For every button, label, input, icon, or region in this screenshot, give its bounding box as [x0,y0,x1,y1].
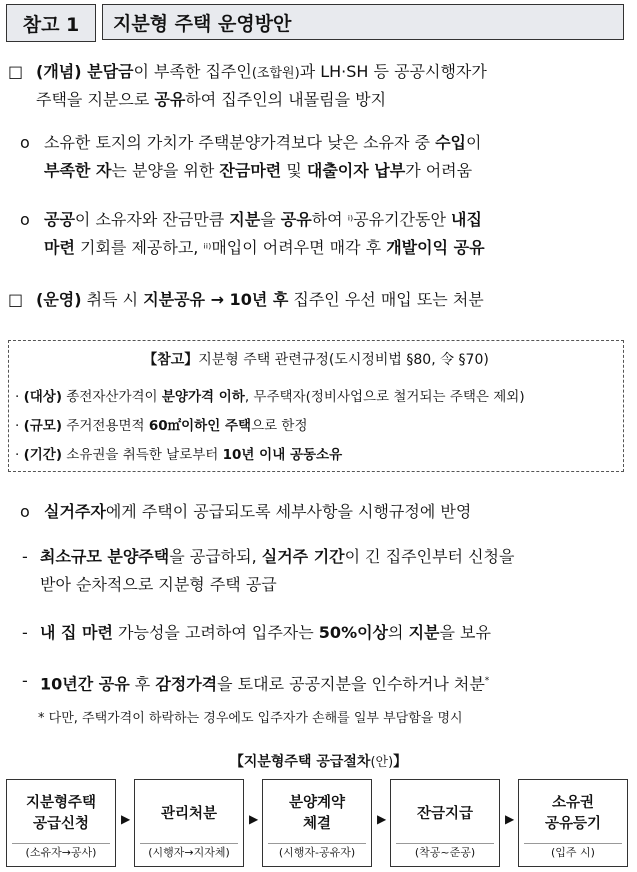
text-run: 이 소유자와 잔금만큼 [74,210,230,229]
text-run: 대출이자 납부 [306,161,406,180]
text-run: (대상) [23,389,63,405]
text-run: 취득 시 [81,290,144,309]
text-run: 의 [388,623,409,642]
text-run: 으로 한정 [251,418,308,434]
dash2-line1 [40,623,491,643]
sec2-line1 [36,290,484,310]
section-header [6,4,624,42]
text-run: 및 [281,161,307,180]
text-run: 분담금 [87,62,134,81]
text-run: 받아 순차적으로 지분형 주택 공급 [40,575,277,594]
text-run: 소유권을 취득한 날로부터 [62,447,223,463]
text-run: 종전자산가격이 [62,389,162,405]
reference-box [8,340,624,472]
dash-bullet-icon: - [22,623,28,642]
text-run: 지분 [408,623,440,642]
flow-step [390,779,500,867]
text-run: 실거주 기간 [261,547,345,566]
flow-step [518,779,628,867]
arrow-right-icon: ▶ [121,812,131,826]
text-run: 에게 주택이 공급되도록 세부사항을 시행규정에 반영 [105,502,472,521]
text-run: 10년간 공유 [40,674,130,694]
reference-item [15,414,308,434]
text-run: ⁱ⁾ [347,214,354,229]
text-run: 10년 이내 공동소유 [222,447,343,463]
sub2-line2 [44,238,485,260]
flow-step-name: 지분형주택 공급신청 [25,795,97,832]
text-run: 하여 집주인의 내몰림을 방지 [185,90,387,109]
arrow-right-icon: ▶ [377,812,387,826]
text-run: 50%이상 [318,623,389,642]
text-run: 【참고】 [143,352,199,368]
text-run: · [15,389,24,405]
sub2-line1 [44,210,482,232]
dash-bullet-icon: - [22,547,28,566]
text-run: 공유기간동안 [353,210,452,229]
flow-step-sub: (시행자-공유자) [268,843,366,862]
flow-title-end: 】 [393,754,408,770]
arrow-right-icon: ▶ [249,812,259,826]
text-run: 부족한 자 [44,161,112,180]
flow-step-name: 소유권 공유등기 [544,795,602,832]
sub1-line2 [44,161,472,181]
text-run: 내 집 마련 [40,623,113,642]
text-run: 소유한 토지의 가치가 주택분양가격보다 낮은 소유자 중 [44,133,436,152]
text-run: 과 LH·SH 등 공공시행자가 [299,62,487,81]
circle-bullet-icon: o [20,133,30,152]
text-run: 분양가격 이하 [161,389,245,405]
text-run: 공공 [44,210,75,229]
flow-step-name: 잔금지급 [416,805,474,822]
header-number: 참고 1 [6,4,96,42]
text-run: (기간) [23,447,63,463]
flow-step-sub: (소유자→공사) [12,843,110,862]
dash3-line1 [40,671,489,694]
text-run: 주택을 지분으로 [36,90,155,109]
text-run: 이 부족한 집주인 [133,62,252,81]
text-run: 마련 [44,238,75,257]
text-run: 하여 [311,210,348,229]
flow-title-main: 【지분형주택 공급절차 [229,754,371,770]
header-title: 지분형 주택 운영방안 [102,4,624,40]
text-run: · [15,447,24,463]
text-run: 최소규모 분양주택 [40,547,170,566]
reference-title [9,349,623,369]
text-run: · [15,418,24,434]
text-run: 을 보유 [439,623,491,642]
flow-step-sub: (착공~준공) [396,843,494,862]
text-run: 가 어려움 [405,161,473,180]
text-run: 기회를 제공하고, [74,238,204,257]
text-run: 주거전용면적 [62,418,149,434]
text-run: 을 공급하되, [169,547,262,566]
text-run: 개발이익 공유 [386,238,485,257]
reference-item [15,385,525,405]
text-run: 을 토대로 공공지분을 인수하거나 처분 [217,674,485,694]
sub1-line1 [44,133,481,153]
text-run: 지분형 주택 관련규정(도시정비법 §80, 令 §70) [198,352,489,368]
footnote: * 다만, 주택가격이 하락하는 경우에도 입주자가 손해를 일부 부담함을 명시 [38,711,463,726]
text-run: 을 [260,210,281,229]
text-run: 지분 [229,210,261,229]
text-run: 후 [129,674,156,694]
sec1-line2 [36,90,386,110]
text-run: * [484,676,490,686]
text-run: ⁱⁱ⁾ [203,242,212,257]
text-run: 공유 [154,90,186,109]
text-run: 집주인 우선 매입 또는 처분 [288,290,484,309]
checkbox-icon: □ [8,62,24,81]
text-run: 는 분양을 위한 [111,161,220,180]
text-run: (개념) [36,62,88,81]
text-run: 잔금마련 [219,161,282,180]
flow-step-sub: (시행자→지자체) [140,843,238,862]
dash-bullet-icon: - [22,671,28,690]
circle-bullet-icon: o [20,502,30,521]
dash1-line2 [40,575,277,595]
sub3-line1 [44,502,471,522]
text-run: 감정가격 [155,674,218,694]
text-run: 60㎡이하인 주택 [148,418,252,434]
circle-bullet-icon: o [20,210,30,229]
text-run: 매입이 어려우면 매각 후 [211,238,387,257]
text-run: (조합원) [251,66,300,81]
checkbox-icon: □ [8,290,24,309]
flow-step [262,779,372,867]
flow-title-paren: (안) [370,755,394,770]
text-run: 공유 [280,210,312,229]
flow-step [6,779,116,867]
text-run: (규모) [23,418,63,434]
text-run: 실거주자 [44,502,106,521]
text-run: 이 긴 집주인부터 신청을 [344,547,515,566]
flow-step-name: 분양계약 체결 [288,795,346,832]
flow-step [134,779,244,867]
reference-item [15,443,342,463]
flow-title [0,751,637,771]
text-run: 가능성을 고려하여 입주자는 [112,623,319,642]
text-run: 수입 [435,133,467,152]
sec1-line1 [36,62,487,84]
text-run: 이 [466,133,482,152]
flow-step-sub: (입주 시) [524,843,622,862]
text-run: 지분공유 → 10년 후 [143,290,289,309]
text-run: (운영) [36,290,82,309]
text-run: 내집 [451,210,482,229]
text-run: , 무주택자(정비사업으로 철거되는 주택은 제외) [244,389,525,405]
flow-step-name: 관리처분 [160,805,218,822]
arrow-right-icon: ▶ [505,812,515,826]
dash1-line1 [40,547,514,567]
